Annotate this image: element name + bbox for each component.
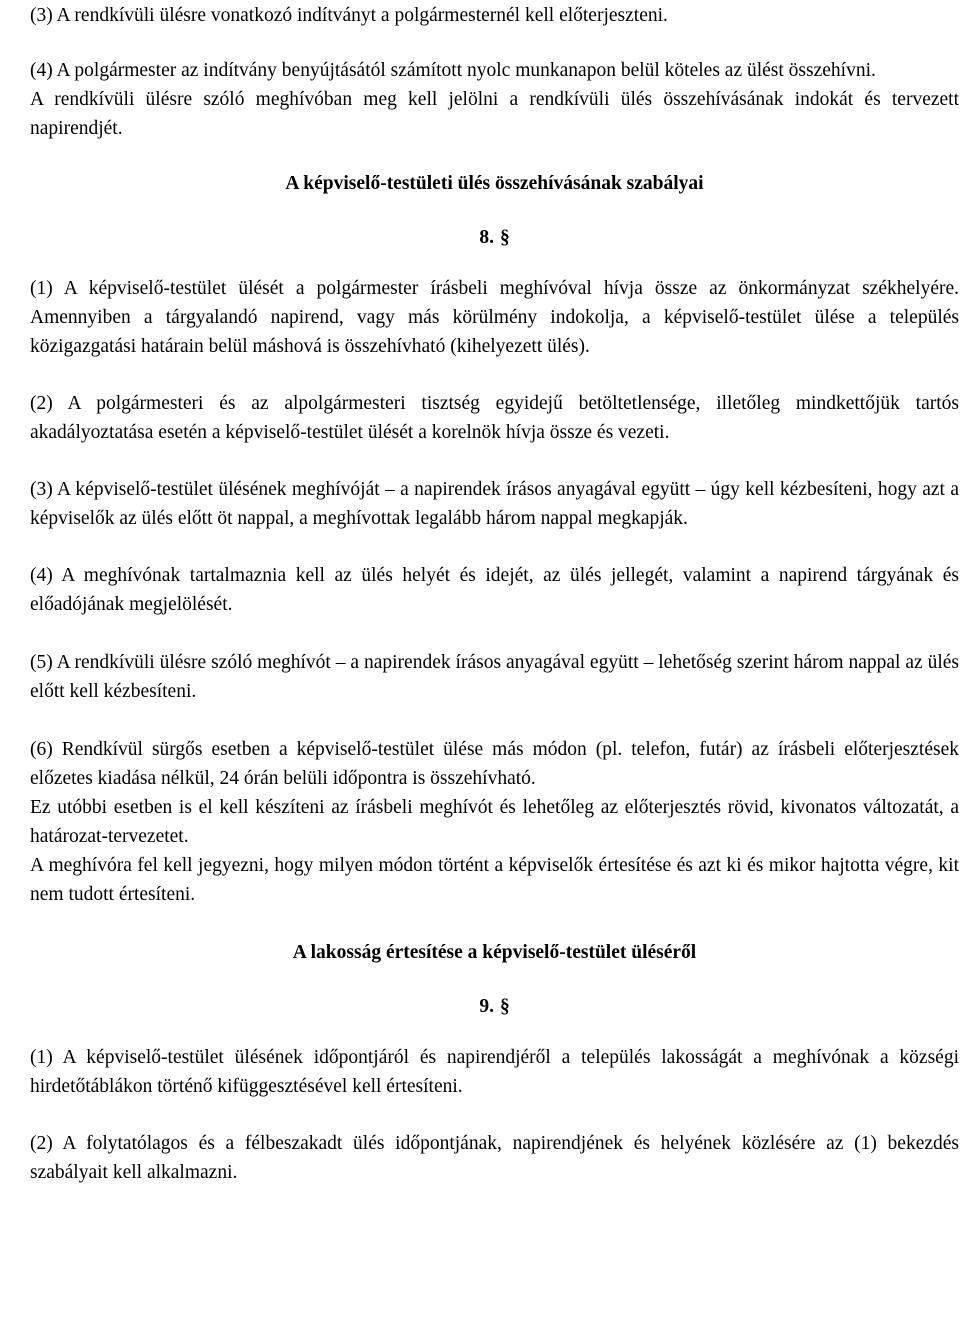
paragraph-8-2: (2) A polgármesteri és az alpolgármesteri tisztség egyidejű betöltetlensége, illetőleg mindkettőjük tartós akadályoztatása esetén a képviselő-testület ülését a korelnök hívja össze és vezeti. <box>30 393 959 443</box>
paragraph-meghivo-indok: A rendkívüli ülésre szóló meghívóban meg kell jelölni a rendkívüli ülés összehívásának indokát és tervezett napirendjét. <box>30 89 959 139</box>
paragraph-8-5: (5) A rendkívüli ülésre szóló meghívót – a napirendek írásos anyagával együtt – lehetőség szerint három nappal az ülés előtt kell kézbesíteni. <box>30 652 959 702</box>
spacer <box>30 361 959 389</box>
section-number-value: 9. <box>479 996 494 1017</box>
document-page <box>30 0 959 1187</box>
paragraph-sign: § <box>499 996 510 1017</box>
section-number-8 <box>30 223 959 252</box>
paragraph-9-1: (1) A képviselő-testület ülésének időpontjáról és napirendjéről a település lakosságát a meghívónak a községi hirdetőtáblákon történő kifüggesztésével kell értesíteni. <box>30 1047 959 1097</box>
section-number-value: 8. <box>479 227 494 248</box>
spacer <box>30 1101 959 1129</box>
spacer <box>30 967 959 992</box>
paragraph-8-1: (1) A képviselő-testület ülését a polgármester írásbeli meghívóval hívja össze az önkormányzat székhelyére. Amennyiben a tárgyalandó napirend, vagy más körülmény indokolja, a képviselő-testület ülése a település közigazgatási határain belül máshová is összehívható (kihelyezett ülés). <box>30 278 959 357</box>
spacer <box>30 198 959 223</box>
paragraph-8-3: (3) A képviselő-testület ülésének meghívóját – a napirendek írásos anyagával együtt – úgy kell kézbesíteni, hogy azt a képviselők az ülés előtt öt nappal, a meghívottak legalább három nappal megkapják. <box>30 479 959 529</box>
paragraph-8-6-continued: Ez utóbbi esetben is el kell készíteni az írásbeli meghívót és lehetőleg az előterjesztés rövid, kivonatos változatát, a határozat-tervezetet. <box>30 797 959 847</box>
spacer <box>30 143 959 169</box>
paragraph-9-2: (2) A folytatólagos és a félbeszakadt ülés időpontjának, napirendjének és helyének közlésére az (1) bekezdés szabályait kell alkalmazni. <box>30 1133 959 1183</box>
paragraph-sign: § <box>499 227 510 248</box>
section-heading-8: A képviselő-testületi ülés összehívásának szabályai <box>285 173 704 194</box>
spacer <box>30 533 959 561</box>
paragraph-8-6-note: A meghívóra fel kell jegyezni, hogy milyen módon történt a képviselők értesítése és azt ki és mikor hajtotta végre, kit nem tudott értesíteni. <box>30 855 959 905</box>
paragraph-rendkivuli-indivany: (3) A rendkívüli ülésre vonatkozó indítványt a polgármesternél kell előterjeszteni. <box>30 5 668 26</box>
paragraph-8-6: (6) Rendkívül sürgős esetben a képviselő-testület ülése más módon (pl. telefon, futár) az írásbeli előterjesztések előzetes kiadása nélkül, 24 órán belüli időpontra is összehívható. <box>30 739 959 789</box>
paragraph-osszehivas-hatarido: (4) A polgármester az indítvány benyújtásától számított nyolc munkanapon belül köteles az ülést összehívni. <box>30 60 876 81</box>
spacer <box>30 909 959 938</box>
spacer <box>30 252 959 274</box>
spacer <box>30 447 959 475</box>
section-number-9 <box>30 992 959 1021</box>
section-heading-9: A lakosság értesítése a képviselő-testület üléséről <box>292 942 697 963</box>
spacer <box>30 619 959 648</box>
paragraph-8-4: (4) A meghívónak tartalmaznia kell az ülés helyét és idejét, az ülés jellegét, valamint a napirend tárgyának és előadójának megjelölését. <box>30 565 959 615</box>
spacer <box>30 706 959 735</box>
spacer <box>30 30 959 56</box>
spacer <box>30 1021 959 1043</box>
